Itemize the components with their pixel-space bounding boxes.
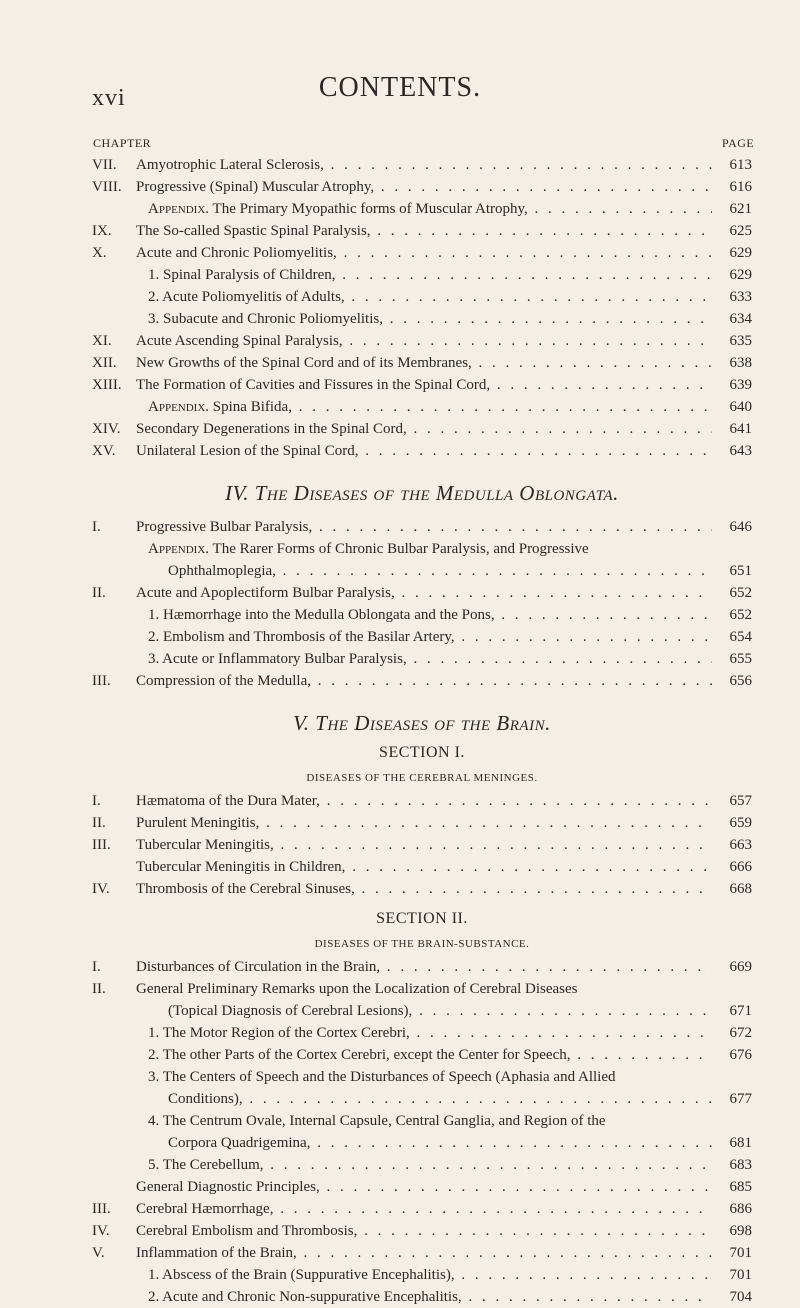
page-ref: 676 bbox=[726, 1044, 753, 1066]
chapter-number: II. bbox=[92, 815, 106, 831]
chapter-column-heading: CHAPTER bbox=[93, 136, 152, 150]
toc-entry bbox=[92, 264, 752, 286]
section-heading-1: SECTION I. bbox=[379, 744, 465, 761]
entry-title bbox=[136, 1220, 712, 1242]
entry-title bbox=[148, 1066, 712, 1088]
page-ref: 629 bbox=[726, 242, 753, 264]
page-ref: 672 bbox=[726, 1022, 753, 1044]
toc-entry bbox=[92, 834, 752, 856]
toc-entry bbox=[92, 560, 752, 582]
entry-title bbox=[136, 374, 712, 396]
table-of-contents bbox=[92, 154, 752, 1308]
toc-entry bbox=[92, 1154, 752, 1176]
page-ref: 701 bbox=[726, 1264, 753, 1286]
entry-title bbox=[148, 604, 712, 626]
entry-title bbox=[136, 516, 712, 538]
page-ref: 704 bbox=[726, 1286, 753, 1308]
toc-entry bbox=[92, 286, 752, 308]
entry-title bbox=[148, 648, 712, 670]
entry-text: 2. Acute Poliomyelitis of Adults, bbox=[148, 289, 345, 305]
chapter-number: XII. bbox=[92, 355, 117, 371]
entry-text: New Growths of the Spinal Cord and of its Membranes, bbox=[136, 355, 472, 371]
page-ref: 651 bbox=[726, 560, 753, 582]
toc-entry bbox=[92, 308, 752, 330]
toc-entry bbox=[92, 956, 752, 978]
chapter-number: X. bbox=[92, 245, 107, 261]
chapter-number: IX. bbox=[92, 223, 112, 239]
chapter-number: XI. bbox=[92, 333, 112, 349]
entry-text: Corpora Quadrigemina, bbox=[168, 1135, 311, 1151]
toc-entry bbox=[92, 440, 752, 462]
toc-entry bbox=[92, 1198, 752, 1220]
toc-entry bbox=[92, 582, 752, 604]
entry-text: Conditions), bbox=[168, 1091, 243, 1107]
entry-text: General Preliminary Remarks upon the Localization of Cerebral Diseases bbox=[136, 981, 578, 997]
page-ref: 635 bbox=[726, 330, 753, 352]
chapter-number: IV. bbox=[92, 881, 110, 897]
page-column-heading: PAGE bbox=[722, 136, 755, 150]
toc-entry bbox=[92, 812, 752, 834]
entry-title bbox=[168, 1000, 712, 1022]
toc-group-medulla bbox=[92, 516, 752, 692]
toc-entry bbox=[92, 418, 752, 440]
entry-title bbox=[136, 670, 712, 692]
page-ref: 685 bbox=[726, 1176, 753, 1198]
page-ref: 641 bbox=[726, 418, 753, 440]
toc-entry bbox=[92, 790, 752, 812]
entry-title bbox=[136, 330, 712, 352]
entry-title bbox=[136, 956, 712, 978]
toc-entry bbox=[92, 1066, 752, 1088]
entry-text: Compression of the Medulla, bbox=[136, 673, 311, 689]
toc-group-brain-substance bbox=[92, 956, 752, 1308]
chapter-number: XIV. bbox=[92, 421, 121, 437]
entry-title bbox=[136, 856, 712, 878]
entry-text: 4. The Centrum Ovale, Internal Capsule, Central Ganglia, and Region of the bbox=[148, 1113, 606, 1129]
page-ref: 701 bbox=[726, 1242, 753, 1264]
toc-group-meninges bbox=[92, 790, 752, 900]
entry-text: The Formation of Cavities and Fissures in the Spinal Cord, bbox=[136, 377, 491, 393]
toc-entry bbox=[92, 198, 752, 220]
page-ref: 698 bbox=[726, 1220, 753, 1242]
toc-entry bbox=[92, 220, 752, 242]
entry-title bbox=[168, 560, 712, 582]
entry-text: Disturbances of Circulation in the Brain, bbox=[136, 959, 381, 975]
entry-title bbox=[148, 538, 712, 560]
toc-entry bbox=[92, 516, 752, 538]
entry-text: Spina Bifida, bbox=[212, 399, 292, 415]
entry-title bbox=[136, 176, 712, 198]
entry-title bbox=[136, 834, 712, 856]
toc-entry bbox=[92, 1132, 752, 1154]
entry-text: 1. Abscess of the Brain (Suppurative Encephalitis), bbox=[148, 1267, 455, 1283]
page-ref: 613 bbox=[726, 154, 753, 176]
page-ref: 646 bbox=[726, 516, 753, 538]
entry-text: Unilateral Lesion of the Spinal Cord, bbox=[136, 443, 359, 459]
entry-title bbox=[136, 418, 712, 440]
entry-title bbox=[148, 1154, 712, 1176]
entry-title bbox=[136, 582, 712, 604]
chapter-number: III. bbox=[92, 1201, 111, 1217]
page-ref: 663 bbox=[726, 834, 753, 856]
entry-text: 5. The Cerebellum, bbox=[148, 1157, 264, 1173]
entry-text: Progressive (Spinal) Muscular Atrophy, bbox=[136, 179, 375, 195]
toc-entry bbox=[92, 648, 752, 670]
chapter-number: XV. bbox=[92, 443, 116, 459]
toc-entry bbox=[92, 1088, 752, 1110]
entry-text: (Topical Diagnosis of Cerebral Lesions), bbox=[168, 1003, 413, 1019]
part-heading-brain: V. The Diseases of the Brain. bbox=[293, 711, 551, 735]
chapter-number: I. bbox=[92, 519, 101, 535]
toc-entry bbox=[92, 154, 752, 176]
entry-title bbox=[136, 1242, 712, 1264]
page-ref: 681 bbox=[726, 1132, 753, 1154]
entry-text: Inflammation of the Brain, bbox=[136, 1245, 297, 1261]
toc-entry bbox=[92, 1044, 752, 1066]
toc-entry bbox=[92, 176, 752, 198]
entry-text: 2. Embolism and Thrombosis of the Basilar Artery, bbox=[148, 629, 455, 645]
page-ref: 634 bbox=[726, 308, 753, 330]
entry-title bbox=[148, 308, 712, 330]
toc-group-spinal-cord bbox=[92, 154, 752, 462]
page-ref: 686 bbox=[726, 1198, 753, 1220]
entry-title bbox=[148, 286, 712, 308]
entry-title bbox=[136, 1176, 712, 1198]
entry-text: Acute and Apoplectiform Bulbar Paralysis, bbox=[136, 585, 395, 601]
entry-text: Tubercular Meningitis in Children, bbox=[136, 859, 346, 875]
toc-entry bbox=[92, 352, 752, 374]
toc-entry bbox=[92, 1176, 752, 1198]
appendix-label: Appendix. bbox=[148, 541, 210, 557]
entry-title bbox=[136, 440, 712, 462]
entry-text: 3. Acute or Inflammatory Bulbar Paralysis, bbox=[148, 651, 407, 667]
entry-text: 3. The Centers of Speech and the Disturbances of Speech (Aphasia and Allied bbox=[148, 1069, 616, 1085]
page-ref: 659 bbox=[726, 812, 753, 834]
appendix-label: Appendix. bbox=[148, 399, 210, 415]
page-ref: 668 bbox=[726, 878, 753, 900]
entry-text: Thrombosis of the Cerebral Sinuses, bbox=[136, 881, 355, 897]
entry-title bbox=[148, 1044, 712, 1066]
chapter-number: III. bbox=[92, 673, 111, 689]
section-heading-2: SECTION II. bbox=[376, 910, 468, 927]
page-ref: 621 bbox=[726, 198, 753, 220]
toc-entry bbox=[92, 670, 752, 692]
chapter-number: VIII. bbox=[92, 179, 122, 195]
chapter-number: I. bbox=[92, 793, 101, 809]
entry-title bbox=[136, 978, 712, 1000]
entry-title bbox=[148, 1022, 712, 1044]
entry-text: Acute Ascending Spinal Paralysis, bbox=[136, 333, 343, 349]
page-ref: 683 bbox=[726, 1154, 753, 1176]
toc-entry bbox=[92, 330, 752, 352]
page-ref: 652 bbox=[726, 582, 753, 604]
toc-entry bbox=[92, 1110, 752, 1132]
entry-text: Purulent Meningitis, bbox=[136, 815, 260, 831]
page-ref: 669 bbox=[726, 956, 753, 978]
toc-entry bbox=[92, 1022, 752, 1044]
chapter-number: III. bbox=[92, 837, 111, 853]
page-ref: 638 bbox=[726, 352, 753, 374]
page-ref: 666 bbox=[726, 856, 753, 878]
entry-title bbox=[148, 396, 712, 418]
toc-entry bbox=[92, 978, 752, 1000]
toc-entry bbox=[92, 626, 752, 648]
page-ref: 633 bbox=[726, 286, 753, 308]
entry-text: Progressive Bulbar Paralysis, bbox=[136, 519, 313, 535]
chapter-number: II. bbox=[92, 981, 106, 997]
section-subheading-1: DISEASES OF THE CEREBRAL MENINGES. bbox=[306, 772, 538, 784]
chapter-number: V. bbox=[92, 1245, 105, 1261]
toc-entry bbox=[92, 396, 752, 418]
entry-title bbox=[136, 812, 712, 834]
entry-text: Amyotrophic Lateral Sclerosis, bbox=[136, 157, 324, 173]
chapter-number: II. bbox=[92, 585, 106, 601]
entry-text: Ophthalmoplegia, bbox=[168, 563, 276, 579]
entry-text: The Rarer Forms of Chronic Bulbar Paralysis, and Progressive bbox=[212, 541, 589, 557]
entry-title bbox=[136, 878, 712, 900]
entry-text: Cerebral Hæmorrhage, bbox=[136, 1201, 274, 1217]
toc-entry bbox=[92, 374, 752, 396]
entry-title bbox=[136, 790, 712, 812]
chapter-number: VII. bbox=[92, 157, 117, 173]
entry-text: 1. Spinal Paralysis of Children, bbox=[148, 267, 336, 283]
entry-title bbox=[148, 1264, 712, 1286]
part-heading-medulla: IV. The Diseases of the Medulla Oblongata. bbox=[225, 481, 619, 505]
entry-text: Cerebral Embolism and Thrombosis, bbox=[136, 1223, 358, 1239]
toc-entry bbox=[92, 1000, 752, 1022]
toc-entry bbox=[92, 1242, 752, 1264]
page-ref: 616 bbox=[726, 176, 753, 198]
page-number: xvi bbox=[92, 85, 126, 111]
entry-title bbox=[168, 1088, 712, 1110]
entry-title bbox=[148, 626, 712, 648]
entry-title bbox=[136, 220, 712, 242]
entry-text: Acute and Chronic Poliomyelitis, bbox=[136, 245, 337, 261]
toc-entry bbox=[92, 1264, 752, 1286]
page-ref: 654 bbox=[726, 626, 753, 648]
entry-text: 2. Acute and Chronic Non-suppurative Encephalitis, bbox=[148, 1289, 462, 1305]
page-ref: 655 bbox=[726, 648, 753, 670]
toc-entry bbox=[92, 604, 752, 626]
page-ref: 625 bbox=[726, 220, 753, 242]
toc-entry bbox=[92, 1286, 752, 1308]
toc-entry bbox=[92, 242, 752, 264]
page-ref: 652 bbox=[726, 604, 753, 626]
chapter-number: IV. bbox=[92, 1223, 110, 1239]
toc-entry bbox=[92, 1220, 752, 1242]
entry-text: 1. Hæmorrhage into the Medulla Oblongata and the Pons, bbox=[148, 607, 495, 623]
page-ref: 629 bbox=[726, 264, 753, 286]
entry-text: 3. Subacute and Chronic Poliomyelitis, bbox=[148, 311, 383, 327]
entry-text: General Diagnostic Principles, bbox=[136, 1179, 320, 1195]
toc-entry bbox=[92, 878, 752, 900]
page-ref: 657 bbox=[726, 790, 753, 812]
entry-title bbox=[148, 1110, 712, 1132]
chapter-number: I. bbox=[92, 959, 101, 975]
page-ref: 640 bbox=[726, 396, 753, 418]
page-ref: 677 bbox=[726, 1088, 753, 1110]
entry-text: The Primary Myopathic forms of Muscular Atrophy, bbox=[212, 201, 528, 217]
page-ref: 671 bbox=[726, 1000, 753, 1022]
entry-title bbox=[148, 1286, 712, 1308]
page-ref: 643 bbox=[726, 440, 753, 462]
entry-title bbox=[168, 1132, 712, 1154]
section-subheading-2: DISEASES OF THE BRAIN-SUBSTANCE. bbox=[314, 938, 530, 950]
entry-text: 2. The other Parts of the Cortex Cerebri, except the Center for Speech, bbox=[148, 1047, 571, 1063]
page-title: CONTENTS. bbox=[318, 72, 482, 103]
entry-title bbox=[148, 264, 712, 286]
page-ref: 639 bbox=[726, 374, 753, 396]
entry-title bbox=[136, 242, 712, 264]
appendix-label: Appendix. bbox=[148, 201, 210, 217]
toc-entry bbox=[92, 538, 752, 560]
entry-text: 1. The Motor Region of the Cortex Cerebri, bbox=[148, 1025, 410, 1041]
entry-text: Hæmatoma of the Dura Mater, bbox=[136, 793, 320, 809]
entry-title bbox=[148, 198, 712, 220]
entry-text: Tubercular Meningitis, bbox=[136, 837, 274, 853]
toc-entry bbox=[92, 856, 752, 878]
page-ref: 656 bbox=[726, 670, 753, 692]
entry-title bbox=[136, 1198, 712, 1220]
entry-text: The So-called Spastic Spinal Paralysis, bbox=[136, 223, 371, 239]
entry-text: Secondary Degenerations in the Spinal Cord, bbox=[136, 421, 407, 437]
entry-title bbox=[136, 352, 712, 374]
entry-title bbox=[136, 154, 712, 176]
chapter-number: XIII. bbox=[92, 377, 122, 393]
